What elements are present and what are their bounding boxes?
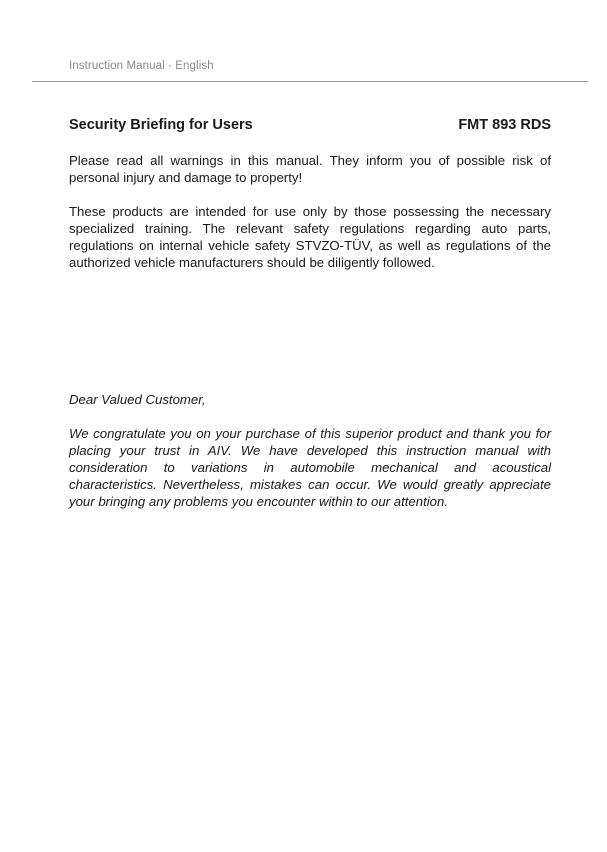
section-title: Security Briefing for Users xyxy=(69,117,253,133)
section-heading xyxy=(69,117,551,133)
header-divider xyxy=(32,81,588,82)
warning-paragraph: Please read all warnings in this manual. They inform you of possible risk of personal injury and damage to property! xyxy=(69,153,551,185)
congratulations-paragraph: We congratulate you on your purchase of this superior product and thank you for placing your trust in AIV. We have developed this instruction manual with consideration to variations in automobile mechanical and acoustical characteristics. Nevertheless, mistakes can occur. We would greatly appreciate your bringing any problems you encounter within to our attention. xyxy=(69,426,551,509)
running-header: Instruction Manual · English xyxy=(69,60,214,72)
training-paragraph: These products are intended for use only by those possessing the necessary specialized training. The relevant safety regulations regarding auto parts, regulations on internal vehicle safety STVZO-TÜV, as well as regulations of the authorized vehicle manufacturers should be diligently followed. xyxy=(69,204,551,270)
customer-greeting: Dear Valued Customer, xyxy=(69,392,206,407)
model-name: FMT 893 RDS xyxy=(458,117,551,133)
